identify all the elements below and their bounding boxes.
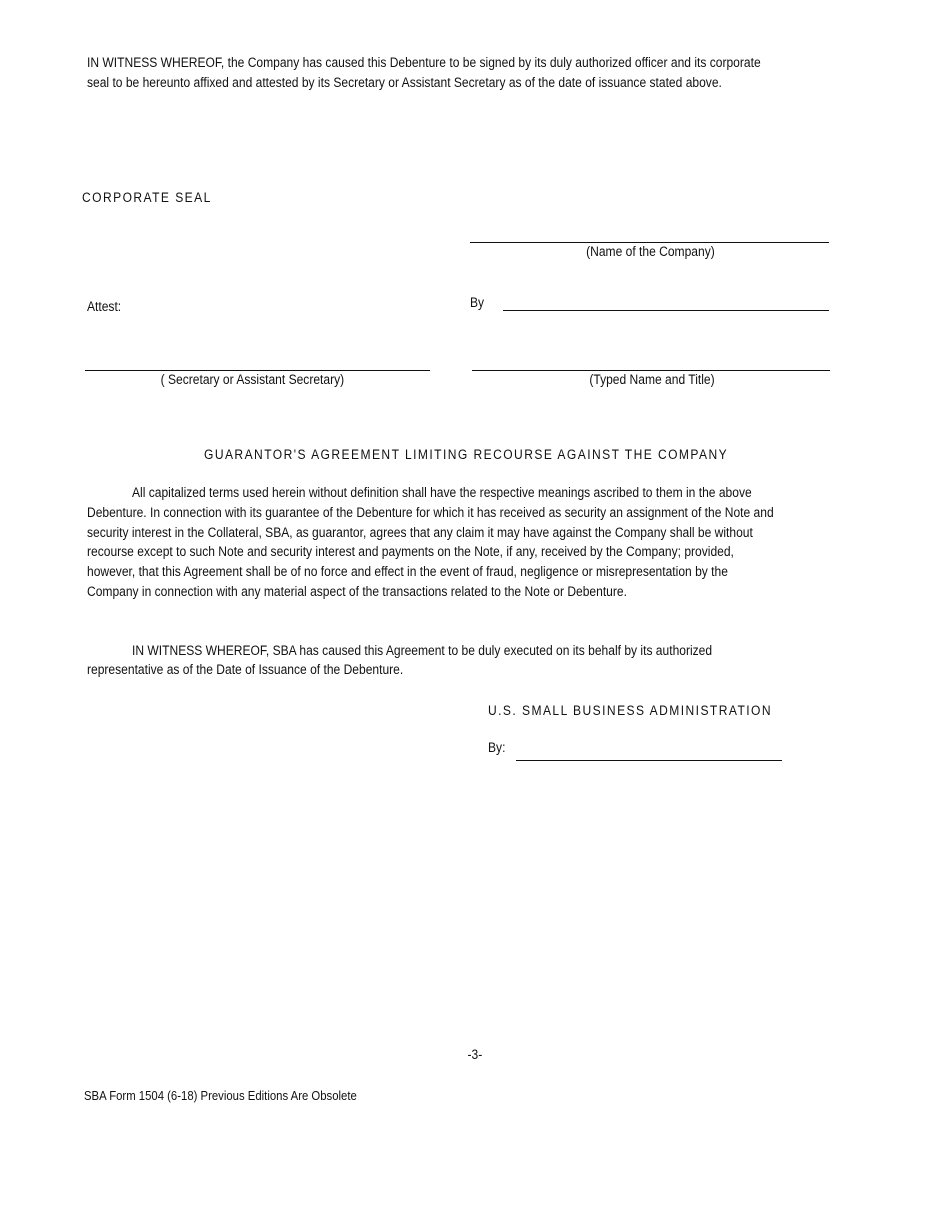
by-label: By — [470, 295, 485, 310]
guarantor-para-line-1: All capitalized terms used herein without definition shall have the respective meanings ascribed to them in the above — [132, 485, 752, 500]
guarantor-para-line-3: security interest in the Collateral, SBA, as guarantor, agrees that any claim it may have against the Company shall be without — [87, 525, 753, 540]
typed-name-caption: (Typed Name and Title) — [589, 372, 715, 387]
witness-line-1: IN WITNESS WHEREOF, the Company has caused this Debenture to be signed by its duly authorized officer and its corporate — [87, 55, 761, 70]
guarantor-para-line-4: recourse except to such Note and security interest and payments on the Note, if any, received by the Company; provided, — [87, 544, 734, 559]
sba-witness-line-1: IN WITNESS WHEREOF, SBA has caused this Agreement to be duly executed on its behalf by its authorized — [132, 643, 713, 658]
guarantor-para-line-6: Company in connection with any material aspect of the transactions related to the Note or Debenture. — [87, 584, 627, 599]
company-name-caption: (Name of the Company) — [586, 244, 715, 259]
form-info: SBA Form 1504 (6-18) Previous Editions Are Obsolete — [84, 1089, 357, 1103]
by-signature-line — [503, 310, 829, 311]
sba-name: U.S. SMALL BUSINESS ADMINISTRATION — [488, 703, 773, 718]
page-number: -3- — [467, 1047, 483, 1062]
guarantor-heading: GUARANTOR'S AGREEMENT LIMITING RECOURSE AGAINST THE COMPANY — [204, 447, 729, 462]
guarantor-para-line-5: however, that this Agreement shall be of no force and effect in the event of fraud, negligence or misrepresentation by the — [87, 564, 728, 579]
attest-label: Attest: — [87, 299, 122, 314]
corporate-seal-label: CORPORATE SEAL — [82, 190, 212, 205]
sba-signature-line — [516, 760, 782, 761]
sba-witness-line-2: representative as of the Date of Issuance of the Debenture. — [87, 662, 404, 677]
witness-line-2: seal to be hereunto affixed and attested by its Secretary or Assistant Secretary as of the date of issuance stated above. — [87, 75, 722, 90]
guarantor-para-line-2: Debenture. In connection with its guarantee of the Debenture for which it has received as security an assignment of the Note and — [87, 505, 774, 520]
secretary-caption: ( Secretary or Assistant Secretary) — [160, 372, 345, 387]
sba-by-label: By: — [488, 740, 506, 755]
